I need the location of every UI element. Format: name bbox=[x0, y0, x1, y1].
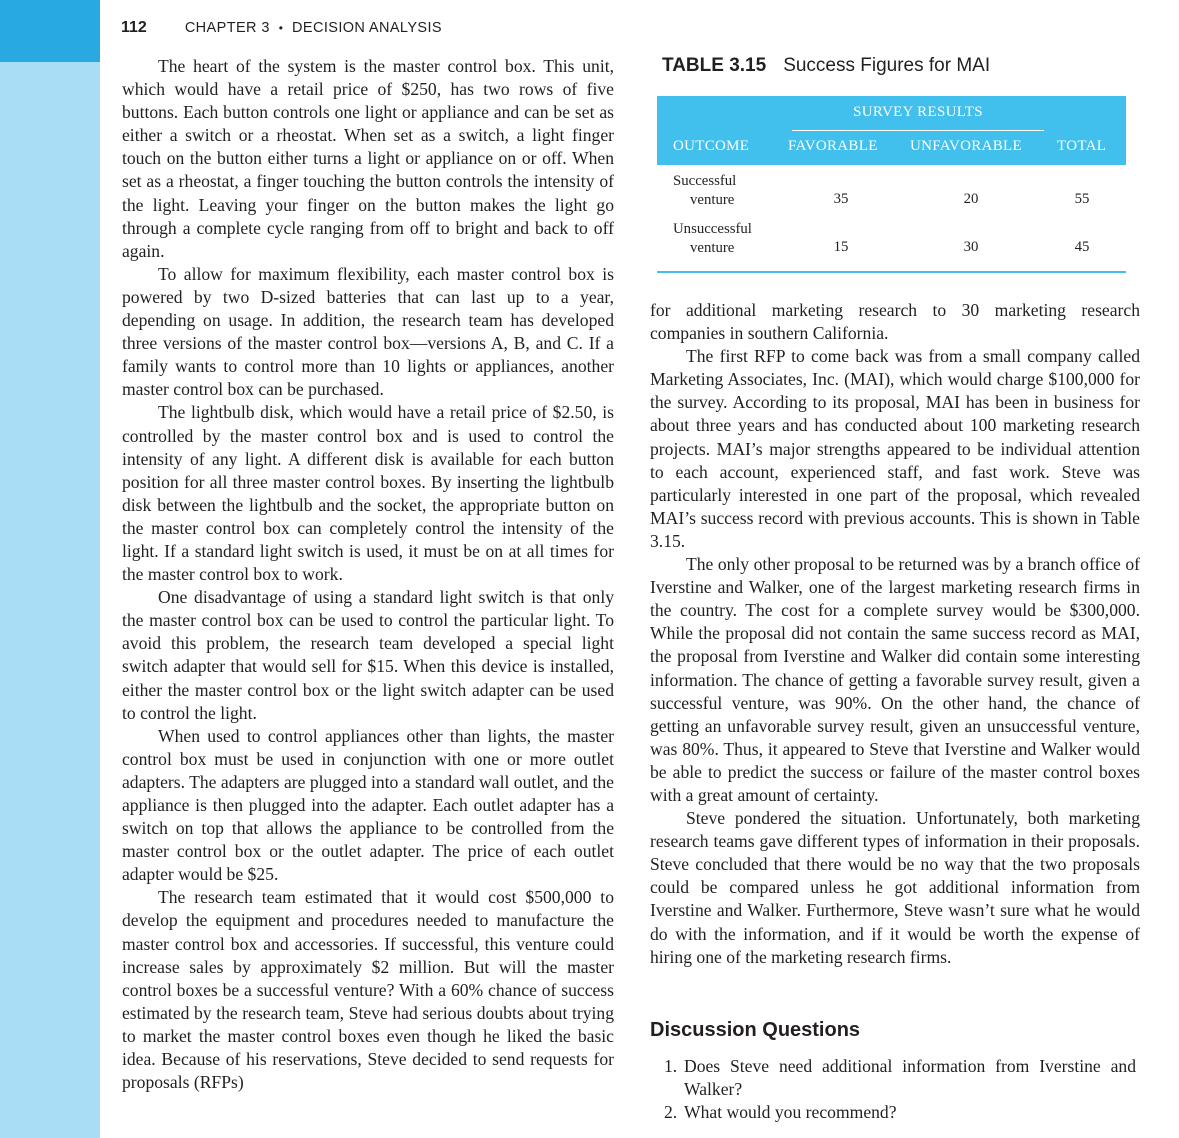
table-caption bbox=[662, 52, 1126, 80]
paragraph: The only other proposal to be returned was by a branch office of Iverstine and Walker, one of the largest marketing research firms in the country. The cost for a complete survey would be $300,000. While the proposal did not contain the same success record as MAI, the proposal from Iverstine and Walker did contain some interesting information. The chance of getting a favorable survey result, given a successful venture, was 90%. On the other hand, the chance of getting an unfavorable survey result, given an unsuccessful venture, was 80%. Thus, it appeared to Steve that Iverstine and Walker would be able to predict the success or failure of the master control boxes with a great amount of certainty. bbox=[650, 554, 1140, 805]
table-cell: 30 bbox=[963, 239, 979, 255]
question-number: 2. bbox=[664, 1102, 678, 1123]
chapter-title: DECISION ANALYSIS bbox=[292, 20, 442, 36]
col-header-total: TOTAL bbox=[1057, 138, 1107, 154]
success-figures-table bbox=[657, 96, 1126, 273]
question-item bbox=[664, 1055, 1136, 1101]
paragraph: To allow for maximum flexibility, each master control box is powered by two D-sized batteries that can last up to a year, depending on usage. In addition, the research team has developed three versions of the master control box—versions A, B, and C. If a family wants to control more than 10 lights or appliances, another master control box can be purchased. bbox=[122, 263, 614, 400]
header-rule bbox=[792, 130, 1044, 131]
table-cell: 35 bbox=[833, 191, 849, 207]
row-label-successful bbox=[673, 172, 736, 210]
row-label-line: Successful bbox=[673, 173, 737, 189]
chapter-label: CHAPTER 3 bbox=[184, 20, 270, 36]
discussion-questions-list bbox=[664, 1055, 1136, 1125]
left-column bbox=[122, 55, 614, 1094]
col-header-outcome: OUTCOME bbox=[673, 138, 750, 154]
row-label-line: venture bbox=[690, 240, 735, 256]
table-cell: 55 bbox=[1074, 191, 1090, 207]
paragraph: The heart of the system is the master control box. This unit, which would have a retail price of $250, has two rows of five buttons. Each button controls one light or appliance and can be set as either a switch or a rheostat. When set as a switch, a light finger touch on the button either turns a light or appliance on or off. When set as a rheostat, a finger touching the button controls the intensity of the light. Leaving your finger on the button makes the light go through a complete cycle ranging from off to bright and back to off again. bbox=[122, 56, 614, 261]
col-header-favorable: FAVORABLE bbox=[788, 138, 878, 154]
paragraph: Steve pondered the situation. Unfortunately, both marketing research teams gave different types of information in their proposals. Steve concluded that there would be no way that the two proposals could be compared unless he got additional information from Iverstine and Walker. Furthermore, Steve wasn’t sure what he would do with the information, and if it would be worth the expense of hiring one of the marketing research firms. bbox=[650, 808, 1140, 967]
margin-band-light bbox=[0, 62, 100, 1138]
question-item bbox=[664, 1101, 1136, 1124]
paragraph: The lightbulb disk, which would have a retail price of $2.50, is controlled by the master control box and is used to control the intensity of any light. A different disk is available for each button position for all three master control boxes. By inserting the lightbulb disk between the lightbulb and the socket, the appropriate button on the master control box can completely control the intensity of the light. If a standard light switch is used, it must be on at all times for the master control box to work. bbox=[122, 402, 614, 585]
table-header bbox=[657, 96, 1126, 165]
survey-results-header: SURVEY RESULTS bbox=[853, 104, 983, 120]
paragraph: One disadvantage of using a standard light switch is that only the master control box can be used to control the particular light. To avoid this problem, the research team developed a special light switch adapter that would sell for $15. When this device is installed, either the master control box or the light switch adapter can be used to control the light. bbox=[122, 587, 614, 723]
chapter-separator: • bbox=[278, 21, 283, 35]
paragraph: The first RFP to come back was from a small company called Marketing Associates, Inc. (MAI), which would charge $100,000 for the survey. According to its proposal, MAI has been in business for about three years and has conducted about 100 marketing research projects. MAI’s major strengths appeared to be individual attention to each account, experienced staff, and fast work. Steve was particularly interested in one part of the proposal, which revealed MAI’s success record with previous accounts. This is shown in Table 3.15. bbox=[650, 346, 1140, 551]
table-cell: 20 bbox=[963, 191, 979, 207]
question-number: 1. bbox=[664, 1056, 678, 1076]
paragraph: When used to control appliances other than lights, the master control box must be used in conjunction with one or more outlet adapters. The adapters are plugged into a standard wall outlet, and the appliance is then plugged into the adapter. Each outlet adapter has a switch on top that allows the appliance to be controlled from the master control box or the outlet adapter. The price of each outlet adapter would be $25. bbox=[122, 725, 614, 885]
page-number: 112 bbox=[121, 19, 147, 36]
question-text: Does Steve need additional information from Iverstine and Walker? bbox=[684, 1056, 1136, 1100]
table-body bbox=[657, 165, 1126, 273]
question-text: What would you recommend? bbox=[684, 1102, 897, 1123]
running-head bbox=[121, 17, 442, 39]
row-label-line: venture bbox=[690, 192, 735, 208]
table-3-15 bbox=[650, 52, 1126, 256]
right-column bbox=[650, 299, 1140, 969]
margin-band-dark bbox=[0, 0, 100, 62]
table-number: TABLE 3.15 bbox=[662, 55, 767, 76]
table-title: Success Figures for MAI bbox=[783, 55, 991, 76]
table-cell: 45 bbox=[1074, 239, 1090, 255]
row-label-unsuccessful bbox=[673, 220, 752, 258]
paragraph: The research team estimated that it would cost $500,000 to develop the equipment and procedures needed to manufacture the master control box and accessories. If successful, this venture could increase sales by approximately $2 million. But will the master control boxes be a successful venture? With a 60% chance of success estimated by the research team, Steve had serious doubts about trying to market the master control boxes even though he liked the basic idea. Because of his reservations, Steve decided to send requests for proposals (RFPs) bbox=[122, 887, 614, 1093]
discussion-questions-heading: Discussion Questions bbox=[650, 1019, 861, 1041]
table-cell: 15 bbox=[833, 239, 849, 255]
row-label-line: Unsuccessful bbox=[673, 221, 752, 237]
col-header-unfavorable: UNFAVORABLE bbox=[910, 138, 1022, 154]
paragraph: for additional marketing research to 30 marketing research companies in southern California. bbox=[650, 300, 1140, 344]
